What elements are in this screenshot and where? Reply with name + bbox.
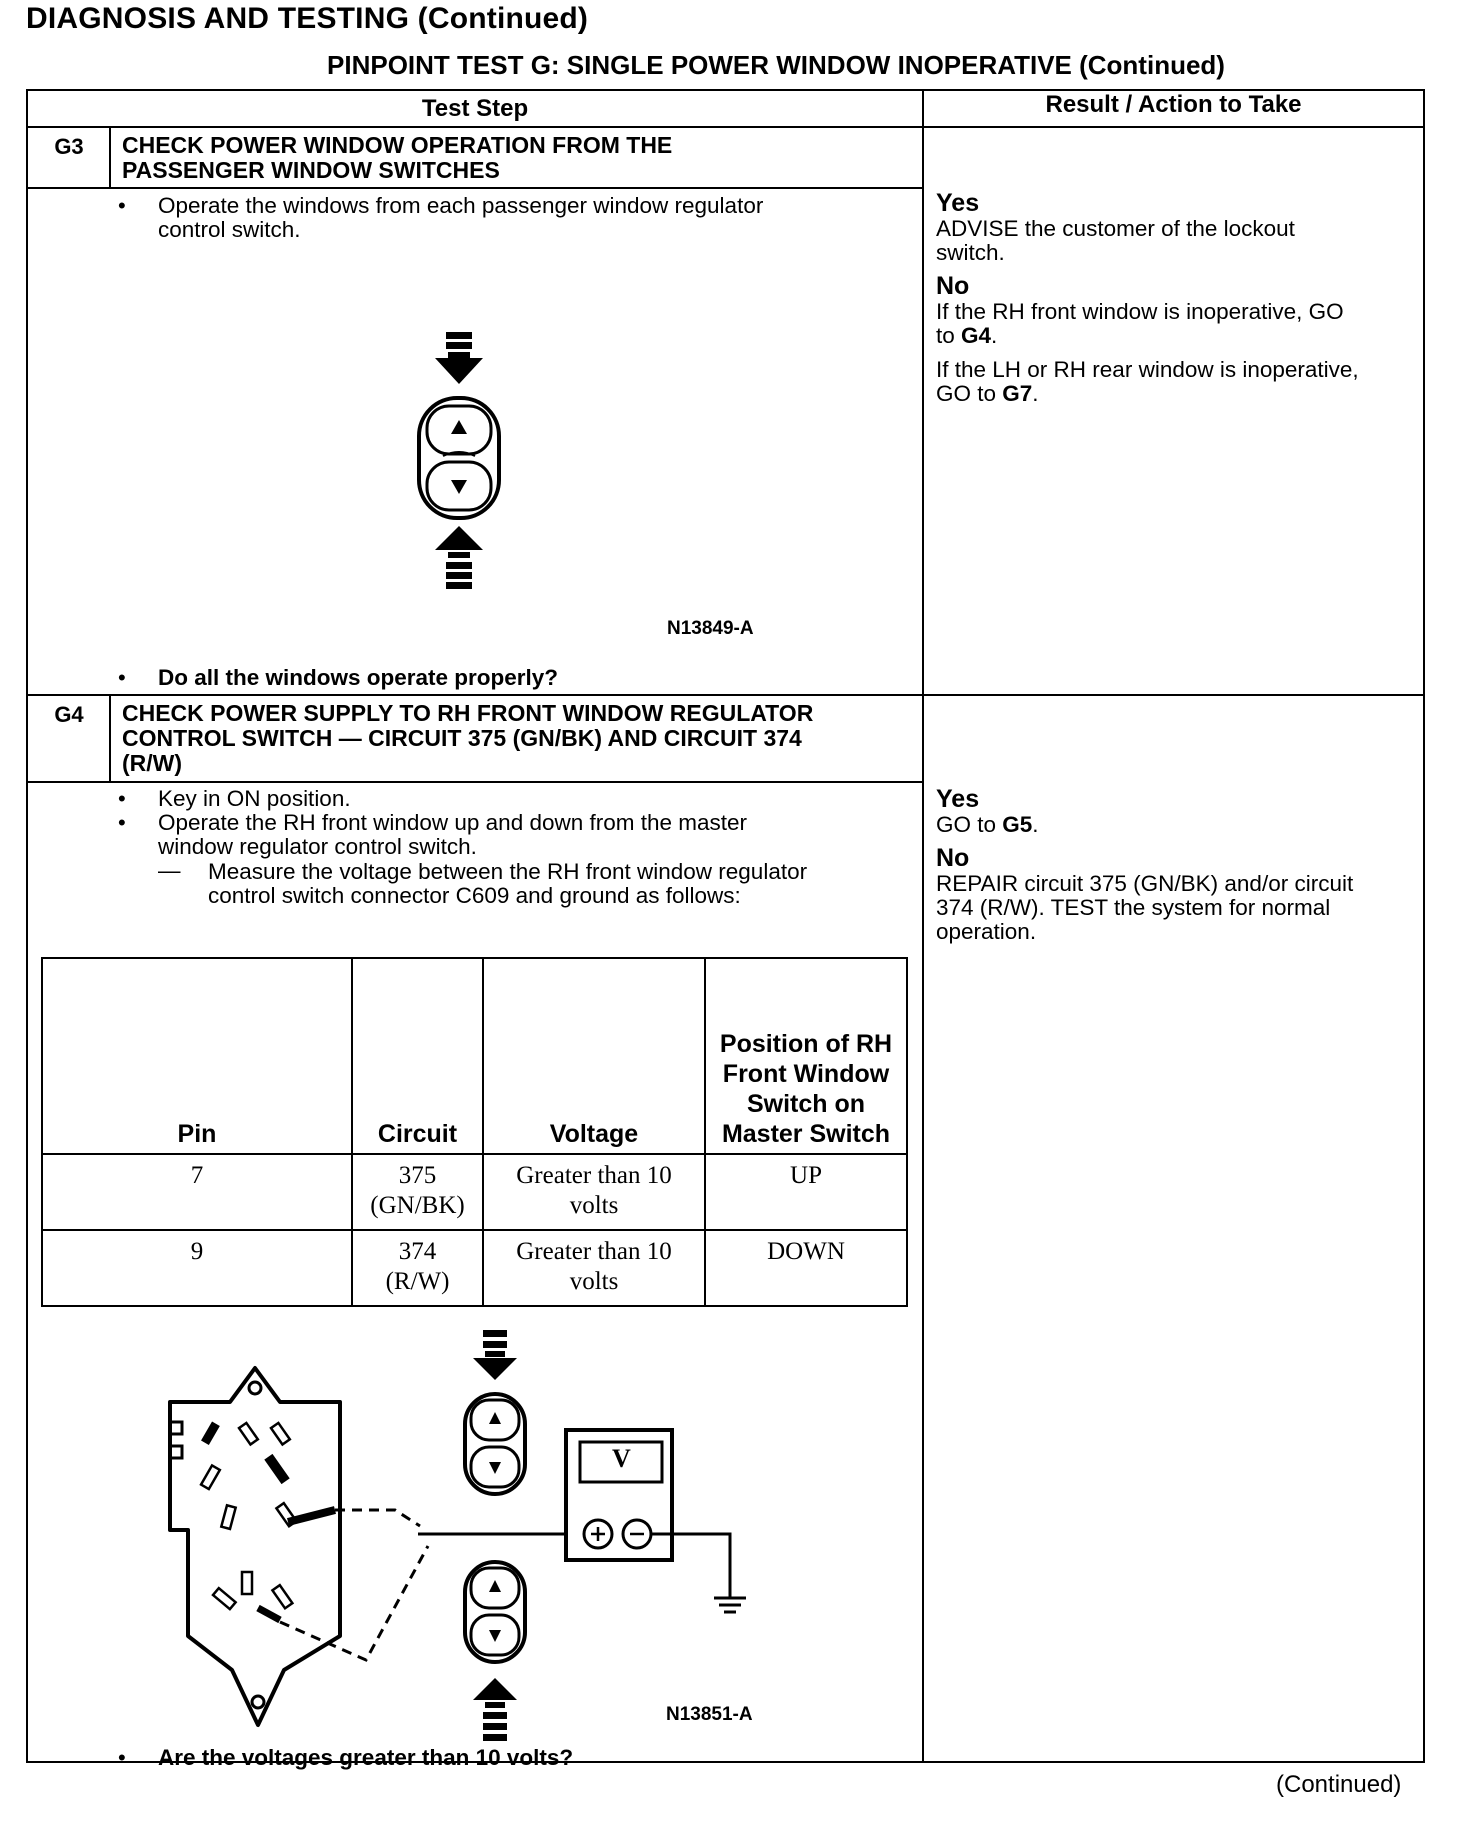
table-right-border [1423,89,1425,1763]
connector-c609 [170,1368,340,1725]
link-g5: G5 [1002,812,1033,837]
bullet-icon: • [118,1745,126,1770]
g3-result: Yes ADVISE the customer of the lockout switch. No If the RH front window is inoperative, GO to G4. If the LH or RH rear window is inoperative, GO to G7. [936,190,1416,406]
continued-footer: (Continued) [1276,1771,1402,1798]
connector-voltmeter-diagram [160,1330,800,1750]
g3-step-title: CHECK POWER WINDOW OPERATION FROM THE PASSENGER WINDOW SWITCHES [122,132,673,183]
voltage-cell: Greater than 10 volts [483,1154,705,1230]
g4-question: Are the voltages greater than 10 volts? [158,1745,574,1770]
test-step-column-header: Test Step [421,95,529,122]
result-column-header: Result / Action to Take [1045,91,1302,118]
g4-title-divider [26,781,924,783]
voltage-table-header [42,958,907,1154]
pin-cell: 7 [42,1154,352,1230]
table-row [42,1230,907,1306]
g3-no-label: No [936,272,970,300]
voltage-table [41,957,908,1307]
g4-instruction-key: Key in ON position. [158,786,351,811]
g3-yes-label: Yes [936,189,980,217]
g4-figure-id: N13851-A [666,1704,753,1725]
circuit-cell: 374 (R/W) [352,1230,483,1306]
table-row [42,1154,907,1230]
col-circuit: Circuit [352,958,483,1154]
pin-cell: 9 [42,1230,352,1306]
link-g7: G7 [1002,381,1033,406]
pinpoint-test-title: PINPOINT TEST G: SINGLE POWER WINDOW INOPERATIVE (Continued) [327,50,1225,80]
g3-figure-id: N13849-A [667,618,754,639]
voltmeter-label: V [612,1444,631,1473]
column-divider [922,89,924,1763]
header-row-divider [26,126,1425,128]
g3-instruction: Operate the windows from each passenger window regulator control switch. [158,193,764,242]
dash-marker: — [158,858,181,883]
g4-instruction-operate: Operate the RH front window up and down from the master window regulator control switch. [158,810,748,859]
col-voltage: Voltage [483,958,705,1154]
g4-yes-label: Yes [936,785,980,813]
col-position: Position of RH Front Window Switch on Master Switch [705,958,907,1154]
g3-title-divider [26,187,924,189]
bullet-icon: • [118,193,126,218]
position-cell: DOWN [705,1230,907,1306]
col-pin: Pin [42,958,352,1154]
link-g4: G4 [961,323,992,348]
bullet-icon: • [118,786,126,811]
page-title: DIAGNOSIS AND TESTING (Continued) [26,2,589,35]
voltage-cell: Greater than 10 volts [483,1230,705,1306]
g3-question: Do all the windows operate properly? [158,665,559,690]
g4-instruction-measure: Measure the voltage between the RH front window regulator control switch connector C609 and ground as follows: [208,859,808,908]
position-cell: UP [705,1154,907,1230]
g4-step-title: CHECK POWER SUPPLY TO RH FRONT WINDOW REGULATOR CONTROL SWITCH — CIRCUIT 375 (GN/BK) AND CIRCUIT 374 (R/W) [122,700,814,776]
bullet-icon: • [118,810,126,835]
window-switch-diagram [399,326,519,596]
circuit-cell: 375 (GN/BK) [352,1154,483,1230]
g4-step-number: G4 [54,702,84,727]
g4-result: Yes GO to G5. No REPAIR circuit 375 (GN/BK) and/or circuit 374 (R/W). TEST the system for normal operation. [936,786,1416,944]
table-left-border [26,89,28,1763]
g3-g4-divider [26,694,1425,696]
g4-no-label: No [936,844,970,872]
g3-step-number: G3 [54,134,84,159]
bullet-icon: • [118,665,126,690]
